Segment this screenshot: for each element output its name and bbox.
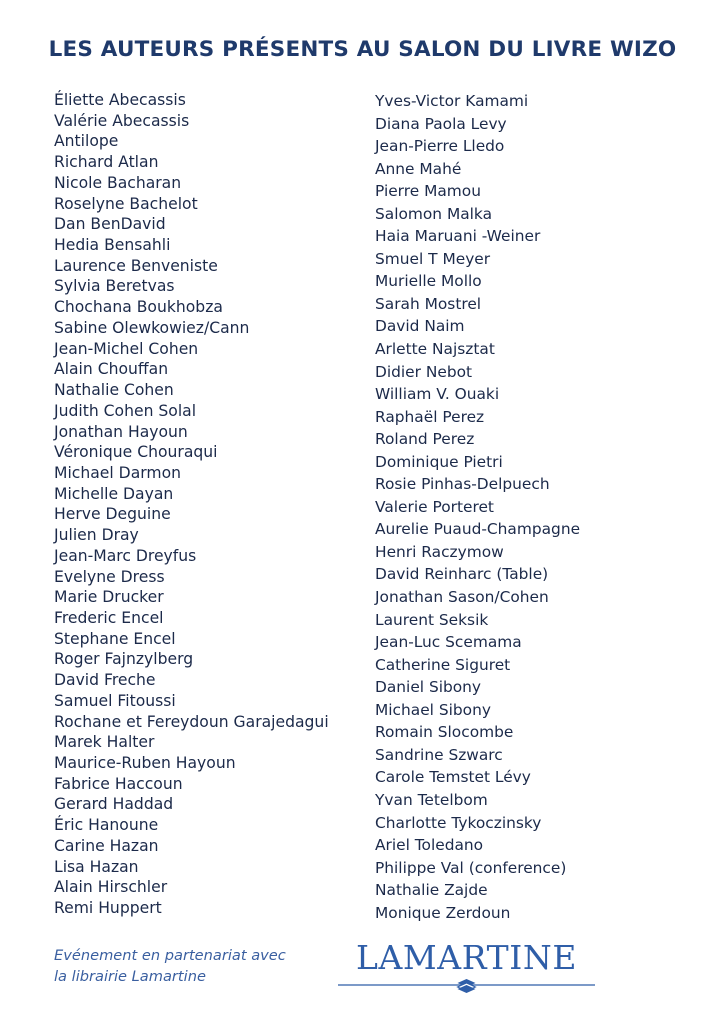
author-name: Samuel Fitoussi [54,691,176,710]
author-name: Sabine Olewkowiez/Cann [54,318,250,337]
author-name: Remi Huppert [54,899,162,918]
logo-rule-icon [338,979,595,995]
author-name: Jonathan Hayoun [54,422,188,441]
author-name: Jonathan Sason/Cohen [375,588,549,607]
author-name: Pierre Mamou [375,182,481,201]
author-name: Jean-Michel Cohen [54,339,199,358]
logo-wordmark: LAMARTINE [355,938,578,977]
author-name: Nicole Bacharan [54,173,182,192]
author-name: Maurice-Ruben Hayoun [54,754,236,772]
author-name: Anne Mahé [375,159,462,178]
author-name: Carole Temstet Lévy [375,768,531,787]
authors-list-right [375,90,580,924]
author-name: Alain Chouffan [54,360,169,379]
partner-note [54,945,286,987]
author-name: Fabrice Haccoun [54,774,183,793]
author-name: Antilope [54,132,119,151]
author-name: Sylvia Beretvas [54,277,175,296]
author-name: Nathalie Zajde [375,881,488,900]
author-name: Véronique Chouraqui [54,443,218,462]
author-name: Roland Perez [375,430,475,449]
author-name: Monique Zerdoun [375,903,511,922]
author-name: Jean-Luc Scemama [375,633,522,652]
author-name: Yvan Tetelbom [375,790,488,809]
author-name: Nathalie Cohen [54,381,174,400]
author-name: Carine Hazan [54,836,159,855]
author-name: Marie Drucker [54,588,164,607]
author-name: Romain Slocombe [375,723,514,742]
author-name: Michael Darmon [54,463,181,482]
author-name: Frederic Encel [54,608,164,627]
author-name: Rochane et Fereydoun Garajedagui [54,712,329,731]
author-name: David Naim [375,317,465,336]
author-name: Henri Raczymow [375,542,504,561]
author-name: Rosie Pinhas-Delpuech [375,475,550,494]
author-name: Yves-Victor Kamami [375,92,529,110]
author-name: Laurence Benveniste [54,256,218,275]
author-name: Aurelie Puaud-Champagne [375,520,581,539]
author-name: David Freche [54,671,156,690]
author-name: Michael Sibony [375,700,491,719]
partner-note-line-1: Evénement en partenariat avec [54,947,286,964]
author-name: Sarah Mostrel [375,294,482,313]
author-name: Didier Nebot [375,362,473,381]
author-name: Daniel Sibony [375,678,482,697]
lamartine-logo [338,938,595,996]
author-name: Chochana Boukhobza [54,298,223,317]
author-name: Charlotte Tykoczinsky [375,813,542,832]
author-name: Arlette Najsztat [375,340,495,359]
author-name: Dan BenDavid [54,215,166,234]
authors-list-left [54,90,329,919]
author-name: Alain Hirschler [54,878,168,897]
author-name: William V. Ouaki [375,385,500,404]
author-name: Valérie Abecassis [54,111,190,130]
author-name: David Reinharc (Table) [375,565,549,584]
author-name: Sandrine Szwarc [375,745,503,764]
author-name: Roselyne Bachelot [54,194,198,213]
author-name: Salomon Malka [375,204,493,223]
author-name: Gerard Haddad [54,795,174,814]
author-name: Lisa Hazan [54,857,139,876]
page-title: LES AUTEURS PRÉSENTS AU SALON DU LIVRE WIZO [48,37,677,62]
author-name: Jean-Pierre Lledo [375,137,505,156]
author-name: Roger Fajnzylberg [54,650,194,669]
author-name: Michelle Dayan [54,484,174,503]
author-name: Smuel T Meyer [375,249,491,268]
partner-note-line-2: la librairie Lamartine [54,968,206,985]
author-name: Valerie Porteret [375,497,494,516]
author-name: Diana Paola Levy [375,114,507,133]
author-name: Laurent Seksik [375,610,489,629]
author-name: Éric Hanoune [54,816,159,835]
author-name: Judith Cohen Solal [54,401,197,420]
author-name: Richard Atlan [54,153,159,172]
author-name: Herve Deguine [54,505,171,524]
author-name: Haia Maruani -Weiner [375,227,541,246]
author-name: Raphaël Perez [375,407,485,426]
author-name: Julien Dray [54,526,139,545]
author-name: Philippe Val (conference) [375,858,567,877]
author-name: Murielle Mollo [375,272,482,291]
author-name: Catherine Siguret [375,655,511,674]
author-name: Éliette Abecassis [54,91,186,109]
author-name: Dominique Pietri [375,452,503,471]
author-name: Marek Halter [54,733,155,752]
author-name: Evelyne Dress [54,567,165,586]
author-name: Ariel Toledano [375,836,484,855]
author-name: Stephane Encel [54,629,176,648]
author-name: Jean-Marc Dreyfus [54,546,197,565]
author-name: Hedia Bensahli [54,236,171,255]
